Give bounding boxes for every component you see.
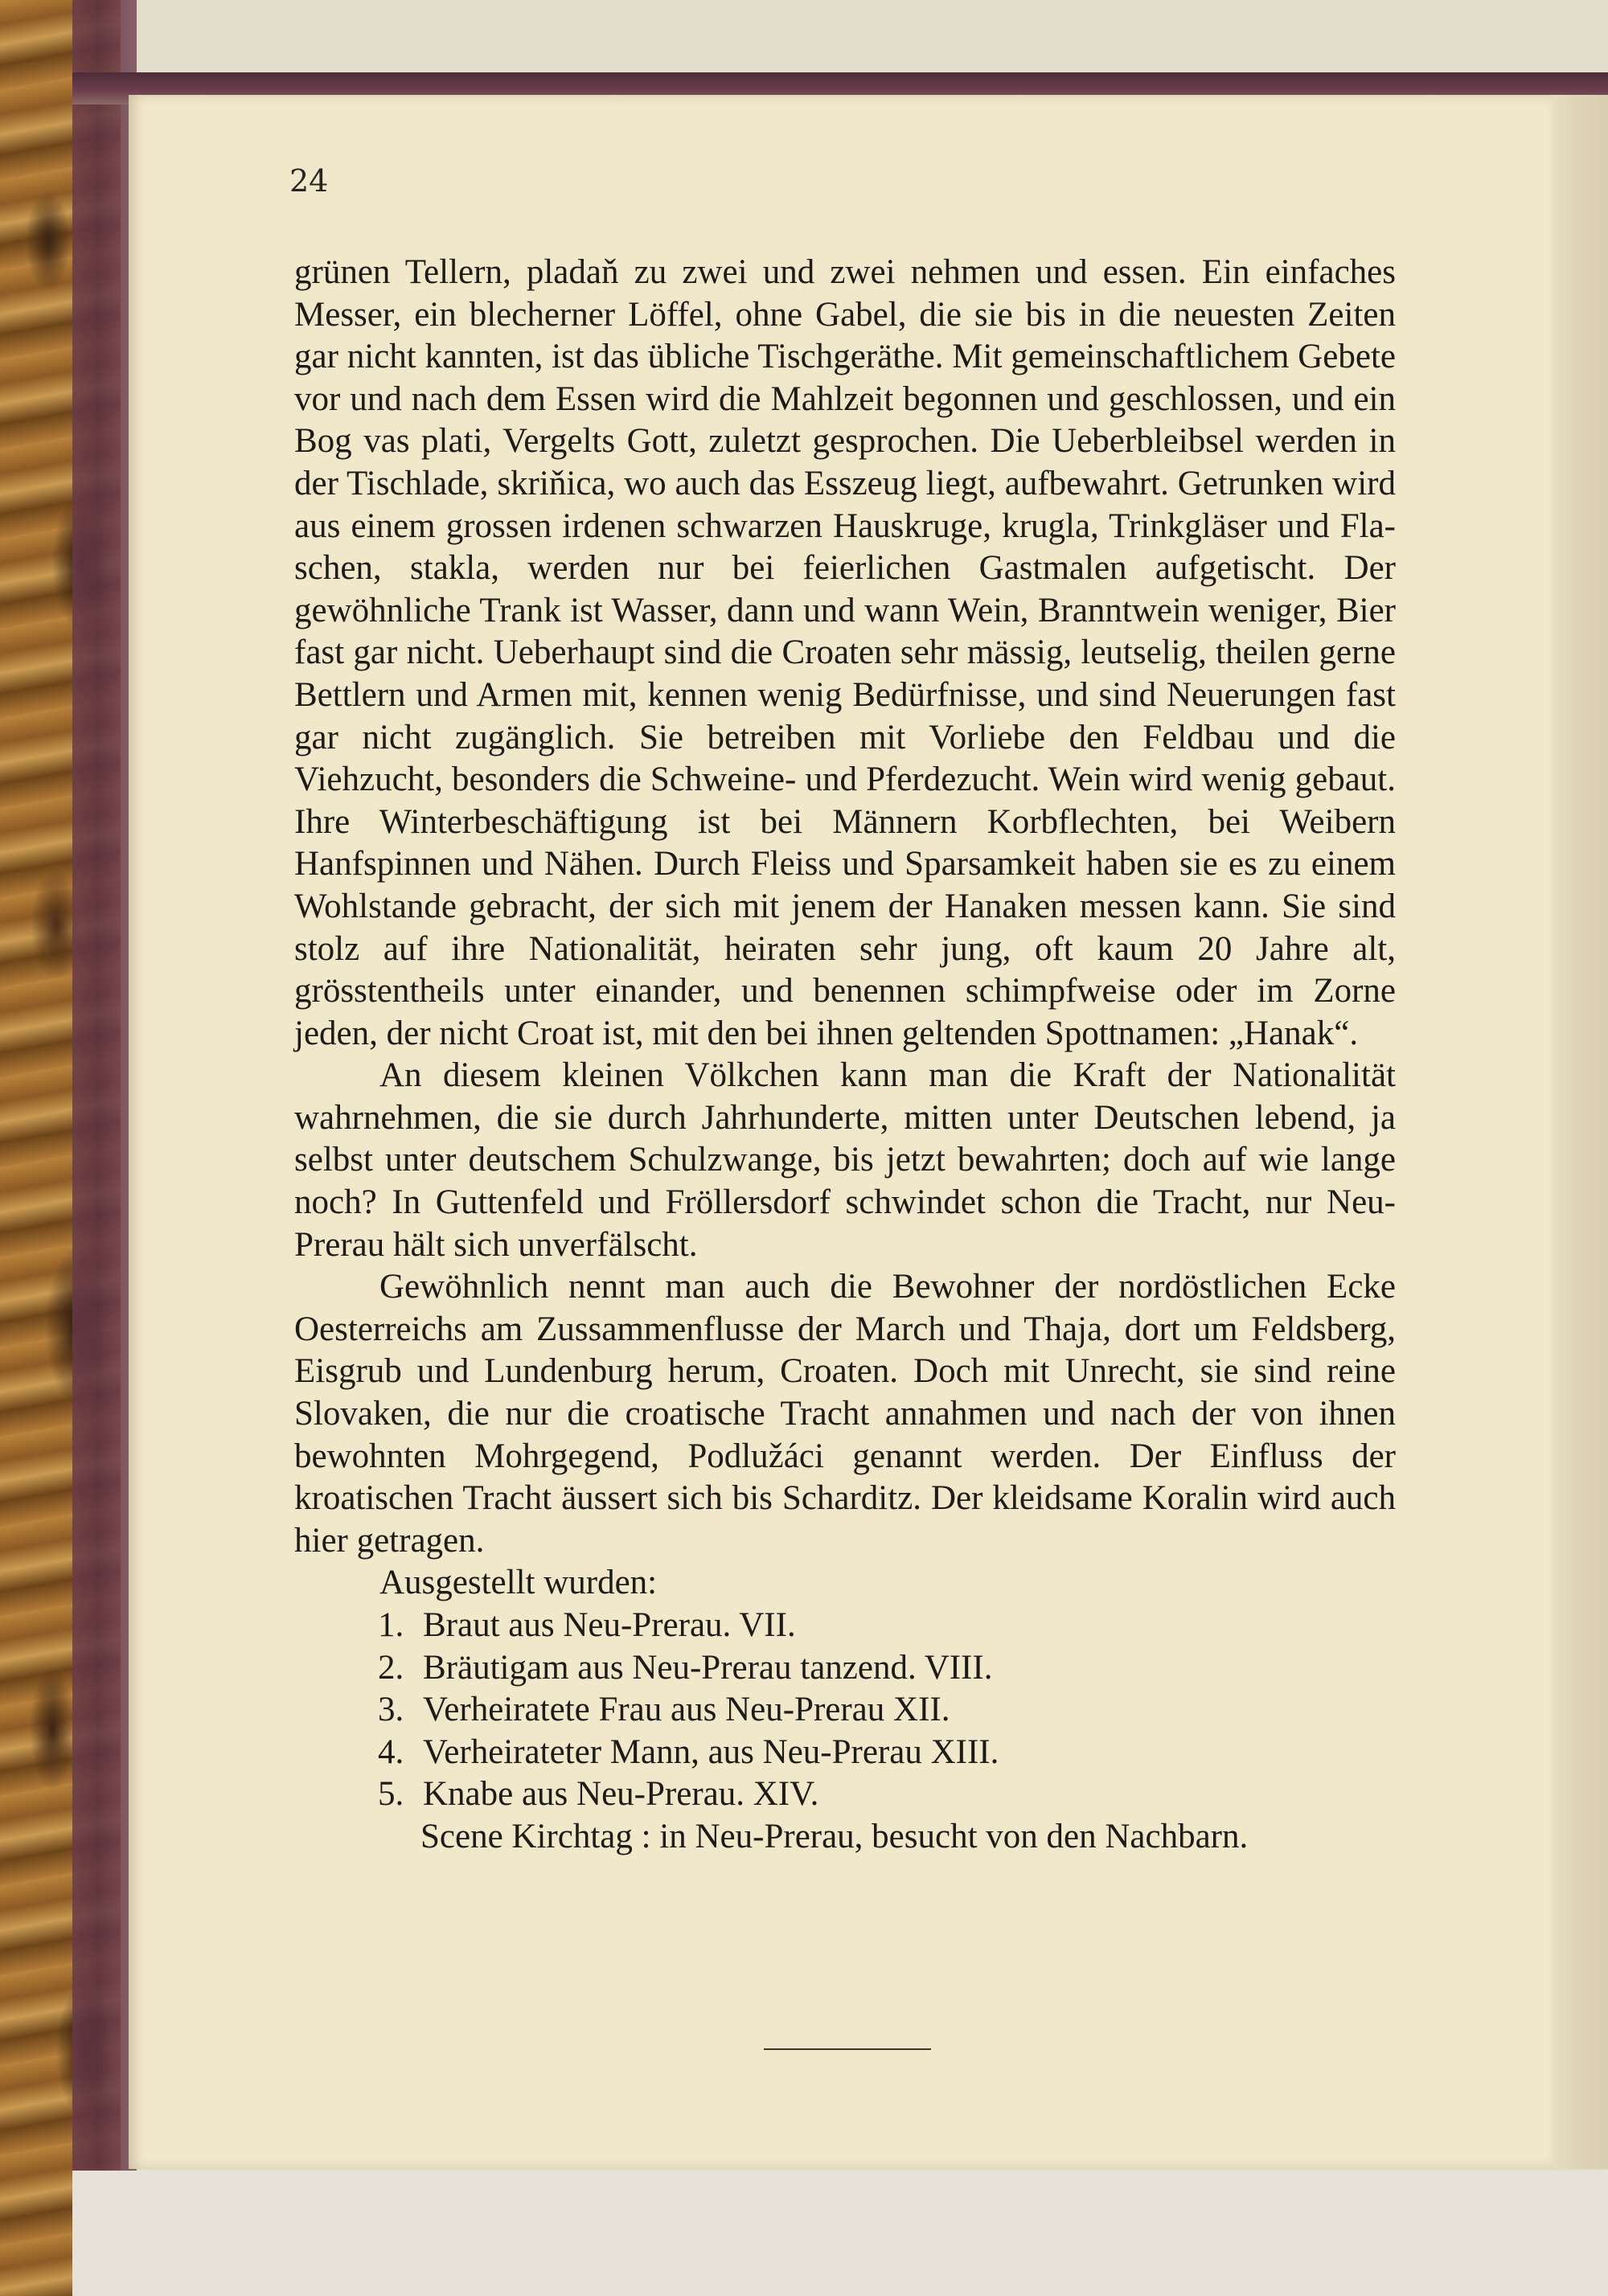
exhibit-number: 4. [378, 1732, 404, 1771]
exhibits-heading: Ausgestellt wurden: [379, 1564, 658, 1602]
exhibit-number: 2. [378, 1648, 404, 1687]
page-number: 24 [289, 163, 329, 199]
paragraph-slovaks: Gewöhnlich nennt man auch die Bewohner der nordöstlichen Ecke Oesterreichs am Zussammenflusse der March und Thaja, dort um Feldsberg, Eisgrub und Lundenburg herum, Croaten. Doch mit Unrecht, sie sind reine Slovaken, die nur die croatische Tracht annahmen und nach der von ihnen bewohnten Mohrgegend, Podlužáci genannt werden. Der Einfluss der kroatischen Tracht äussert sich bis Scharditz. Der kleidsame Koralin wird auch hier getragen. [294, 1268, 1396, 1560]
section-rule [764, 2048, 931, 2050]
exhibit-number: 5. [378, 1775, 404, 1814]
exhibit-label: Verheirateter Mann, aus Neu-Prerau XIII. [423, 1732, 999, 1771]
exhibit-label: Verheiratete Frau aus Neu-Prerau XII. [423, 1691, 950, 1729]
paragraph-tableware: grünen Tellern, pladaň zu zwei und zwei nehmen und essen. Ein einfaches Messer, ein blecherner Löffel, ohne Gabel, die sie bis in die neuesten Zeiten gar nicht kannten, ist das übliche Tischgeräthe. Mit gemeinschaftlichem Gebete vor und nach dem Essen wird die Mahlzeit begonnen und geschlossen, und ein Bog vas plati, Vergelts Gott, zuletzt gesprochen. Die Ueberbleibsel werden in der Tischlade, skriňica, wo auch das Esszeug liegt, aufbewahrt. Getrunken wird aus einem grossen irdenen schwarzen Hauskruge, krugla, Trinkgläser und Flaschen, stakla, werden nur bei feierlichen Gastmalen aufgetischt. Der gewöhnliche Trank ist Wasser, dann und wann Wein, Branntwein weniger, Bier fast gar nicht. Ueberhaupt sind die Croaten sehr mässig, leutselig, theilen gerne Bettlern und Armen mit, kennen wenig Bedürfnisse, und sind Neuerungen fast gar nicht zugänglich. Sie betreiben mit Vorliebe den Feldbau und die Viehzucht, besonders die Schweine- und Pferdezucht. Wein wird wenig gebaut. Ihre Winterbeschäftigung ist bei Männern Korbflechten, bei Weibern Hanfspinnen und Nähen. Durch Fleiss und Sparsamkeit haben sie es zu einem Wohlstande gebracht, der sich mit jenem der Hanaken messen kann. Sie sind stolz auf ihre Nationalität, heiraten sehr jung, oft kaum 20 Jahre alt, grösstentheils unter einander, und benennen schimpfweise oder im Zorne jeden, der nicht Croat ist, mit den bei ihnen geltenden Spottnamen: „Hanak“. [294, 253, 1396, 1052]
page-text [294, 252, 1396, 1859]
page-stack-edge [1548, 95, 1608, 2169]
exhibit-number: 3. [378, 1691, 404, 1729]
exhibit-item [294, 1732, 1396, 1774]
exhibit-number: 1. [378, 1606, 404, 1644]
binding-spine [72, 0, 137, 2296]
exhibit-item [294, 1647, 1396, 1690]
exhibit-label: Knabe aus Neu-Prerau. XIV. [423, 1775, 819, 1814]
exhibit-item [294, 1605, 1396, 1647]
paragraph-nationality: An diesem kleinen Völkchen kann man die Kraft der Nationalität wahrnehmen, die sie durch Jahrhunderte, mitten unter Deutschen lebend, ja selbst unter deutschem Schulzwange, bis jetzt bewahrten; doch auf wie lange noch? In Guttenfeld und Fröllersdorf schwindet schon die Tracht, nur Neu-Prerau hält sich unverfälscht. [294, 1056, 1396, 1264]
exhibit-label: Braut aus Neu-Prerau. VII. [423, 1606, 796, 1644]
exhibit-item [294, 1689, 1396, 1732]
exhibit-item [294, 1773, 1396, 1816]
background-bottom [72, 2171, 1608, 2296]
closing-scene-line: Scene Kirchtag : in Neu-Prerau, besucht von den Nachbarn. [420, 1817, 1249, 1855]
exhibit-label: Bräutigam aus Neu-Prerau tanzend. VIII. [423, 1648, 993, 1687]
